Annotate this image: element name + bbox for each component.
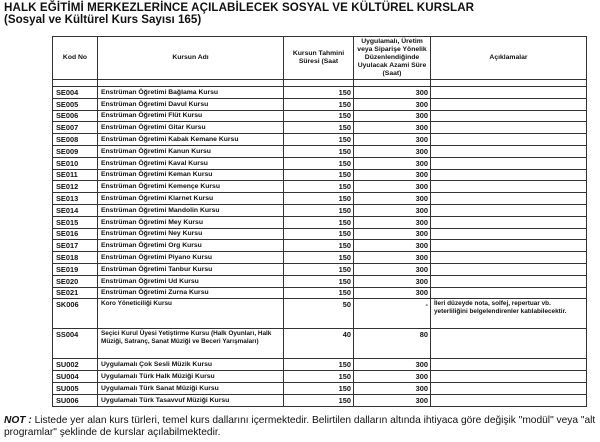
cell-name: Enstrüman Öğretimi Piyano Kursu (98, 252, 284, 264)
cell-name: Enstrüman Öğretimi Kabak Kemane Kursu (98, 134, 284, 146)
footnote-label: NOT : (4, 415, 32, 426)
cell-applied: 300 (354, 287, 431, 299)
cell-code: SS004 (53, 329, 98, 359)
table-row (53, 359, 587, 371)
cell-applied: 300 (354, 263, 431, 275)
cell-notes (431, 169, 587, 181)
cell-notes (431, 193, 587, 205)
cell-notes (431, 122, 587, 134)
cell-name: Enstrüman Öğretimi Ney Kursu (98, 228, 284, 240)
table-row (53, 145, 587, 157)
table-row (53, 204, 587, 216)
cell-code: SE013 (53, 193, 98, 205)
cell-duration: 150 (284, 275, 354, 287)
cell-notes (431, 371, 587, 383)
separator-cell (53, 80, 98, 87)
cell-applied: 300 (354, 359, 431, 371)
cell-name: Enstrüman Öğretimi Ud Kursu (98, 275, 284, 287)
cell-notes (431, 216, 587, 228)
page-subtitle: (Sosyal ve Kültürel Kurs Sayısı 165) (4, 13, 202, 26)
cell-code: SE007 (53, 122, 98, 134)
header-duration: Kursun Tahmini Süresi (Saat (284, 37, 354, 80)
cell-applied: 300 (354, 110, 431, 122)
cell-applied: 300 (354, 275, 431, 287)
cell-applied: 300 (354, 157, 431, 169)
cell-code: SE012 (53, 181, 98, 193)
cell-notes (431, 87, 587, 99)
cell-code: SE019 (53, 263, 98, 275)
cell-duration: 150 (284, 216, 354, 228)
cell-name: Enstrüman Öğretimi Mey Kursu (98, 216, 284, 228)
cell-notes (431, 98, 587, 110)
cell-duration: 150 (284, 181, 354, 193)
cell-duration: 150 (284, 287, 354, 299)
cell-code: SE016 (53, 228, 98, 240)
cell-notes (431, 228, 587, 240)
cell-applied: 300 (354, 204, 431, 216)
cell-duration: 150 (284, 110, 354, 122)
cell-name: Enstrüman Öğretimi Flüt Kursu (98, 110, 284, 122)
cell-duration: 150 (284, 157, 354, 169)
course-rows (53, 87, 587, 407)
cell-applied: 80 (354, 329, 431, 359)
table-row (53, 240, 587, 252)
cell-notes: İleri düzeyde nota, solfej, repertuar vb. yeterliliğini belgelendirenler katılabilecektir. (431, 299, 587, 329)
cell-name: Enstrüman Öğretimi Keman Kursu (98, 169, 284, 181)
cell-notes (431, 240, 587, 252)
cell-code: SE010 (53, 157, 98, 169)
header-code: Kod No (53, 37, 98, 80)
table-row (53, 134, 587, 146)
cell-duration: 150 (284, 193, 354, 205)
cell-duration: 150 (284, 204, 354, 216)
cell-code: SE005 (53, 98, 98, 110)
table-row (53, 157, 587, 169)
cell-name: Enstrüman Öğretimi Tanbur Kursu (98, 263, 284, 275)
cell-code: SE011 (53, 169, 98, 181)
footnote (4, 415, 596, 439)
cell-applied: 300 (354, 134, 431, 146)
cell-name: Enstrüman Öğretimi Kaval Kursu (98, 157, 284, 169)
table-header-row (53, 37, 587, 80)
header-applied-duration: Uygulamalı, Üretim veya Siparişe Yönelik Düzenlendiğinde Uyulacak Azami Süre (Saat) (354, 37, 431, 80)
cell-duration: 150 (284, 169, 354, 181)
cell-name: Enstrüman Öğretimi Zurna Kursu (98, 287, 284, 299)
cell-applied: 300 (354, 252, 431, 264)
cell-name: Uygulamalı Türk Tasavvuf Müziği Kursu (98, 394, 284, 406)
table-row (53, 263, 587, 275)
cell-code: SE006 (53, 110, 98, 122)
cell-applied: 300 (354, 382, 431, 394)
cell-applied: 300 (354, 394, 431, 406)
cell-code: SE020 (53, 275, 98, 287)
table-row (53, 87, 587, 99)
cell-notes (431, 204, 587, 216)
footnote-text: Listede yer alan kurs türleri, temel kurs dallarını içermektedir. Belirtilen dalların altında ihtiyaca göre değişik "modül" veya "alt programlar" şeklinde de kurslar açılabilmektedir. (4, 415, 596, 438)
separator-cell (98, 80, 284, 87)
cell-notes (431, 252, 587, 264)
table-row (53, 169, 587, 181)
cell-applied: 300 (354, 145, 431, 157)
cell-code: SU002 (53, 359, 98, 371)
cell-notes (431, 359, 587, 371)
cell-code: SE009 (53, 145, 98, 157)
cell-name: Enstrüman Öğretimi Gitar Kursu (98, 122, 284, 134)
table-row (53, 98, 587, 110)
cell-notes (431, 263, 587, 275)
separator-row (53, 80, 587, 87)
cell-name: Enstrüman Öğretimi Bağlama Kursu (98, 87, 284, 99)
cell-applied: 300 (354, 371, 431, 383)
cell-applied: 300 (354, 228, 431, 240)
cell-applied: - (354, 299, 431, 329)
table-row (53, 299, 587, 329)
cell-code: SK006 (53, 299, 98, 329)
cell-name: Enstrüman Öğretimi Kemençe Kursu (98, 181, 284, 193)
cell-code: SE015 (53, 216, 98, 228)
separator-cell (284, 80, 354, 87)
table-row (53, 252, 587, 264)
cell-notes (431, 157, 587, 169)
cell-notes (431, 181, 587, 193)
table-row (53, 329, 587, 359)
table-row (53, 275, 587, 287)
cell-applied: 300 (354, 181, 431, 193)
cell-duration: 150 (284, 228, 354, 240)
cell-applied: 300 (354, 87, 431, 99)
cell-duration: 150 (284, 359, 354, 371)
separator-cell (431, 80, 587, 87)
cell-applied: 300 (354, 216, 431, 228)
cell-code: SE004 (53, 87, 98, 99)
cell-name: Uygulamalı Türk Sanat Müziği Kursu (98, 382, 284, 394)
cell-duration: 150 (284, 134, 354, 146)
cell-duration: 150 (284, 394, 354, 406)
cell-notes (431, 394, 587, 406)
cell-name: Enstrüman Öğretimi Davul Kursu (98, 98, 284, 110)
table-row (53, 110, 587, 122)
cell-code: SE008 (53, 134, 98, 146)
cell-notes (431, 287, 587, 299)
courses-table-container (52, 36, 587, 407)
header-notes: Açıklamalar (431, 37, 587, 80)
table-row (53, 228, 587, 240)
cell-name: Koro Yöneticiliği Kursu (98, 299, 284, 329)
cell-name: Enstrüman Öğretimi Mandolin Kursu (98, 204, 284, 216)
cell-duration: 150 (284, 122, 354, 134)
cell-applied: 300 (354, 98, 431, 110)
cell-name: Seçici Kurul Üyesi Yetiştirme Kursu (Halk Oyunları, Halk Müziği, Satranç, Sanat Müziği ve Beceri Yarışmaları) (98, 329, 284, 359)
cell-name: Uygulamalı Türk Halk Müziği Kursu (98, 371, 284, 383)
cell-code: SU006 (53, 394, 98, 406)
cell-name: Uygulamalı Çok Sesli Müzik Kursu (98, 359, 284, 371)
cell-duration: 150 (284, 371, 354, 383)
separator-cell (354, 80, 431, 87)
table-row (53, 122, 587, 134)
cell-duration: 150 (284, 98, 354, 110)
cell-duration: 150 (284, 87, 354, 99)
cell-code: SE021 (53, 287, 98, 299)
cell-notes (431, 382, 587, 394)
cell-name: Enstrüman Öğretimi Kanun Kursu (98, 145, 284, 157)
cell-code: SU004 (53, 371, 98, 383)
table-row (53, 394, 587, 406)
table-row (53, 181, 587, 193)
cell-duration: 40 (284, 329, 354, 359)
cell-code: SE017 (53, 240, 98, 252)
cell-applied: 300 (354, 240, 431, 252)
cell-code: SE018 (53, 252, 98, 264)
cell-duration: 150 (284, 252, 354, 264)
cell-notes (431, 134, 587, 146)
cell-name: Enstrüman Öğretimi Klarnet Kursu (98, 193, 284, 205)
cell-applied: 300 (354, 122, 431, 134)
cell-notes (431, 145, 587, 157)
table-row (53, 193, 587, 205)
cell-duration: 50 (284, 299, 354, 329)
table-row (53, 216, 587, 228)
cell-code: SU005 (53, 382, 98, 394)
table-row (53, 382, 587, 394)
cell-notes (431, 275, 587, 287)
cell-name: Enstrüman Öğretimi Org Kursu (98, 240, 284, 252)
cell-notes (431, 110, 587, 122)
page-title: HALK EĞİTİMİ MERKEZLERİNCE AÇILABİLECEK SOSYAL VE KÜLTÜREL KURSLAR (4, 1, 475, 14)
cell-duration: 150 (284, 145, 354, 157)
cell-notes (431, 329, 587, 359)
table-row (53, 287, 587, 299)
cell-code: SE014 (53, 204, 98, 216)
courses-table (52, 36, 587, 407)
header-name: Kursun Adı (98, 37, 284, 80)
cell-applied: 300 (354, 169, 431, 181)
cell-applied: 300 (354, 193, 431, 205)
cell-duration: 150 (284, 382, 354, 394)
cell-duration: 150 (284, 263, 354, 275)
table-row (53, 371, 587, 383)
cell-duration: 150 (284, 240, 354, 252)
